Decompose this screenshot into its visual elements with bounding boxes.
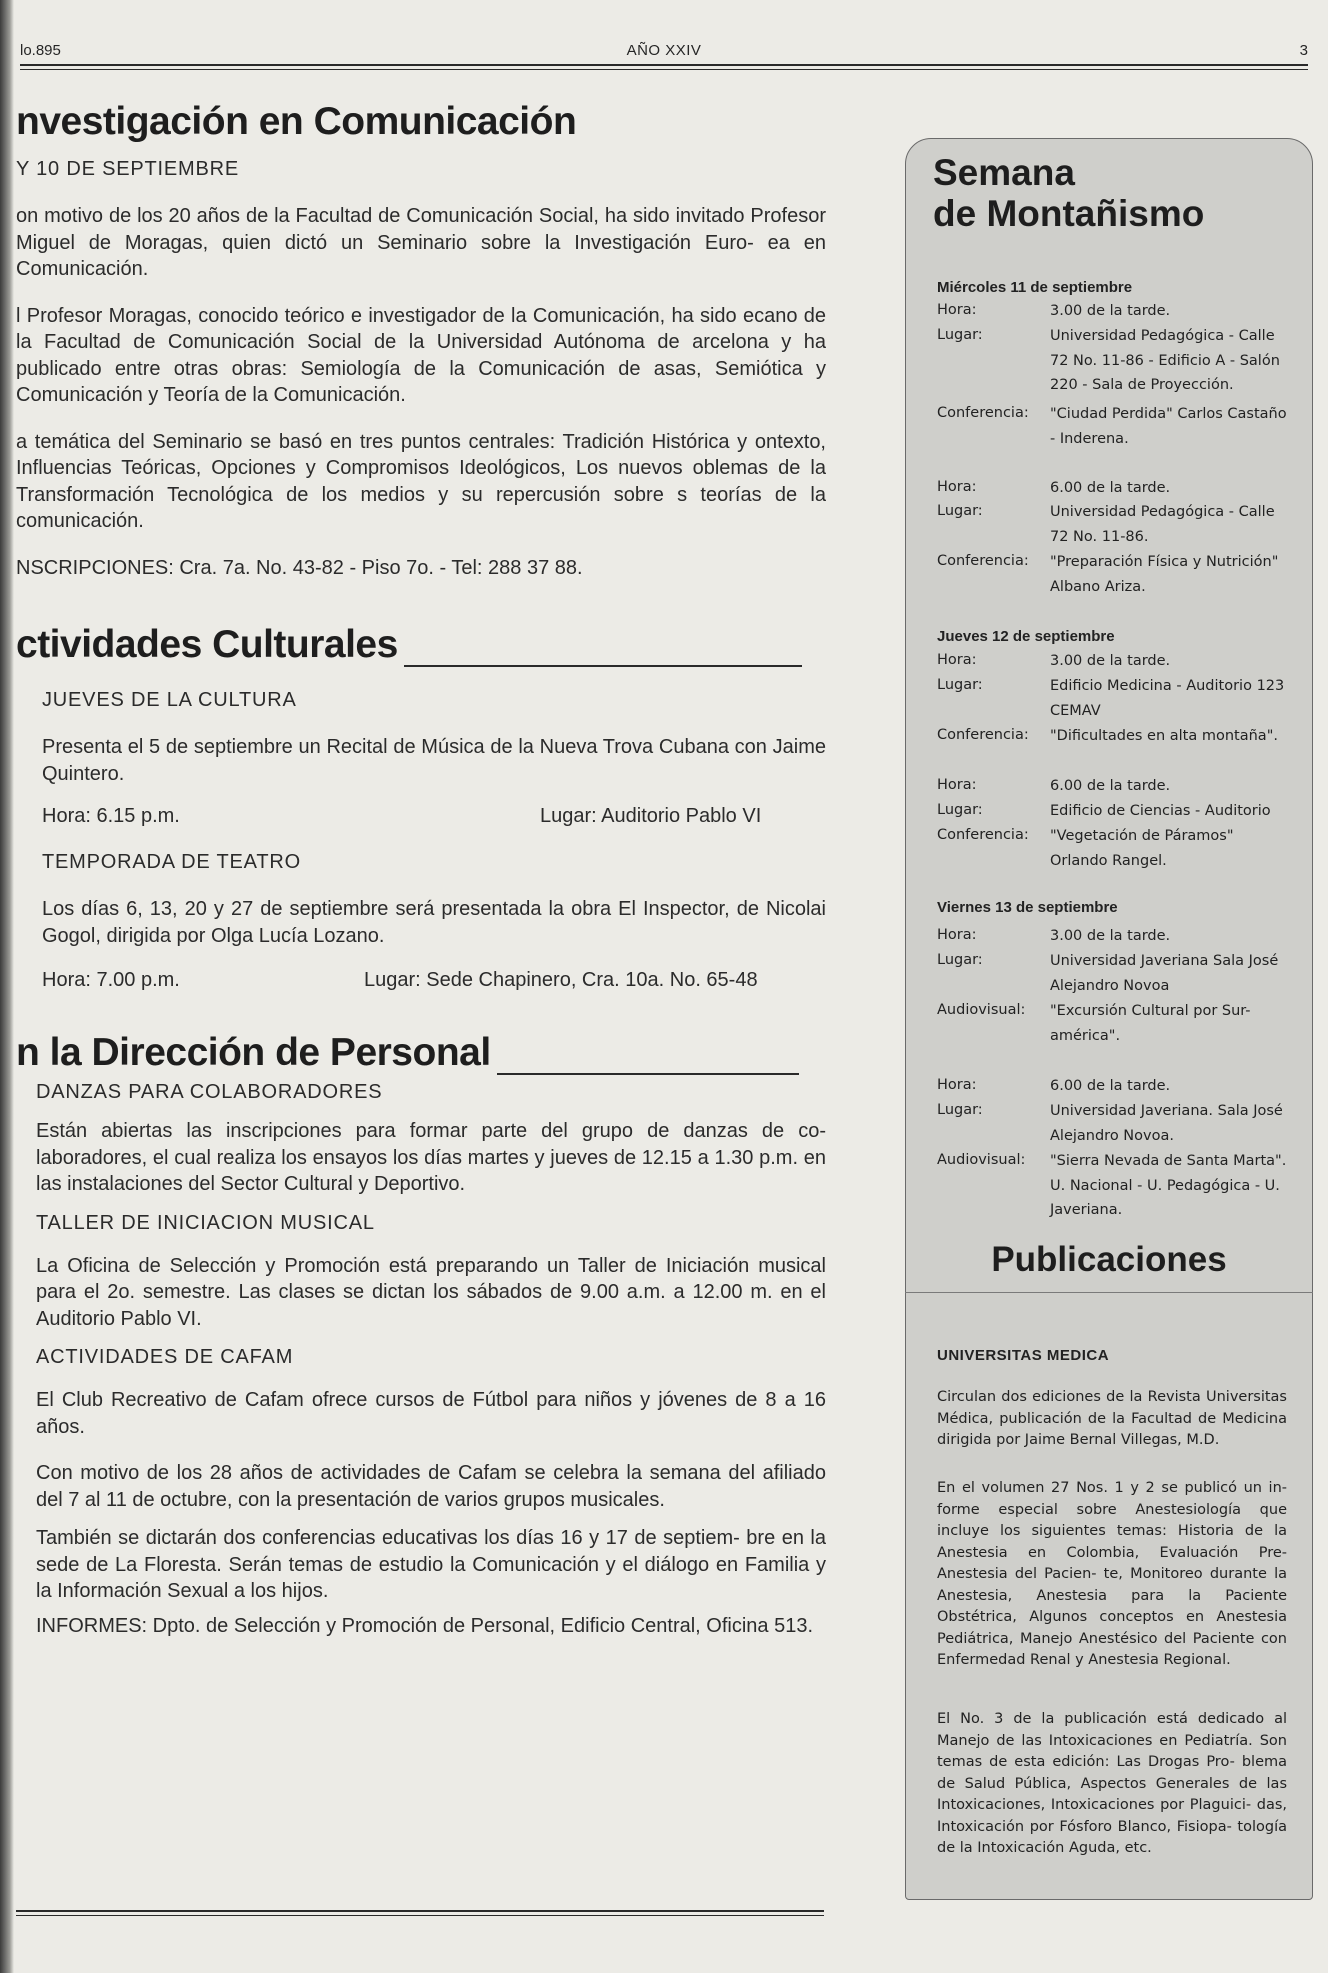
conferencia-value: "Dificultades en alta montaña". [1050, 728, 1278, 744]
taller-subtitle: TALLER DE INICIACION MUSICAL [36, 1211, 375, 1234]
year-label: AÑO XXIV [626, 42, 702, 59]
day-heading: Viernes 13 de septiembre [937, 899, 1118, 916]
hora-value: 3.00 de la tarde. [1050, 653, 1171, 669]
hora-label: Hora: [937, 652, 977, 668]
conferencia-label: Conferencia: [937, 405, 1029, 421]
inscripciones-line: NSCRIPCIONES: Cra. 7a. No. 43-82 - Piso 7o. - Tel: 288 37 88. [16, 556, 583, 579]
conferencia-label: Conferencia: [937, 727, 1029, 743]
hora-label: Hora: [937, 1077, 977, 1093]
personal-title [16, 1031, 826, 1075]
jueves-text: Presenta el 5 de septiembre un Recital de Música de la Nueva Trova Cubana con Jaime Quintero. [42, 736, 826, 785]
montanismo-title [933, 152, 1204, 234]
publicaciones-subtitle: UNIVERSITAS MEDICA [937, 1347, 1110, 1364]
hora-label: Hora: [937, 302, 977, 318]
culturales-title-text: ctividades Culturales [16, 623, 398, 666]
investigacion-date: Y 10 DE SEPTIEMBRE [16, 158, 239, 180]
cafam-text: El Club Recreativo de Cafam ofrece cursos de Fútbol para niños y jóvenes de 8 a 16 años. [36, 1389, 826, 1438]
jueves-hora: Hora: 6.15 p.m. [42, 805, 180, 827]
hora-label: Hora: [937, 927, 977, 943]
page-header [20, 42, 1308, 66]
lugar-value: Edificio de Ciencias - Auditorio [1050, 803, 1271, 819]
montanismo-title-line1: Semana [933, 152, 1075, 193]
teatro-subtitle: TEMPORADA DE TEATRO [42, 851, 301, 873]
lugar-label: Lugar: [937, 802, 983, 818]
lugar-label: Lugar: [937, 952, 983, 968]
lugar-label: Lugar: [937, 677, 983, 693]
investigacion-title: nvestigación en Comunicación [16, 100, 577, 143]
audiovisual-value: "Excursión Cultural por Sur- américa". [1050, 1003, 1251, 1044]
montanismo-title-line2: de Montañismo [933, 193, 1205, 234]
day-heading: Miércoles 11 de septiembre [937, 279, 1133, 296]
hora-value: 6.00 de la tarde. [1050, 778, 1171, 794]
hora-label: Hora: [937, 777, 977, 793]
teatro-text: Los días 6, 13, 20 y 27 de septiembre será presentada la obra El Inspector, de Nicolai Gogol, dirigida por Olga Lucía Lozano. [42, 898, 826, 947]
title-rule [404, 665, 802, 667]
teatro-hora: Hora: 7.00 p.m. [42, 969, 180, 991]
page-number: 3 [1299, 42, 1308, 59]
publicaciones-paragraph: El No. 3 de la publicación está dedicado al Manejo de las Intoxicaciones en Pediatría. Son temas de esta edición: Las Drogas Pro- blema de Salud Pública, Aspectos Generales de las Intoxicaciones, Intoxicaciones por Plaguici- das, Intoxicación por Fósforo Blanco, Fisiopa- tología de la Intoxicación Aguda, etc. [937, 1711, 1287, 1856]
investigacion-paragraph: on motivo de los 20 años de la Facultad de Comunicación Social, ha sido invitado Profesor Miguel de Moragas, quien dictó un Seminario sobre la Investigación Euro- ea en Comunicación. [16, 205, 826, 280]
informes-text: INFORMES: Dpto. de Selección y Promoción de Personal, Edificio Central, Oficina 513. [36, 1614, 814, 1637]
publicaciones-paragraph: En el volumen 27 Nos. 1 y 2 se publicó un in- forme especial sobre Anestesiología que incluye los siguientes temas: Historia de la Anestesia en Colombia, Evaluación Pre-Anestesia del Pacien- te, Monitoreo durante la Anestesia, Anestesia para la Paciente Obstétrica, Algunos conceptos en Anestesia Pediátrica, Manejo Anestésico del Paciente con Enfermedad Renal y Anestesia Regional. [937, 1480, 1287, 1668]
conferencia-value: "Ciudad Perdida" Carlos Castaño - Inderena. [1050, 406, 1287, 447]
header-rule [20, 64, 1308, 66]
cafam-subtitle: ACTIVIDADES DE CAFAM [36, 1346, 294, 1368]
danzas-subtitle: DANZAS PARA COLABORADORES [36, 1081, 383, 1103]
publicaciones-rule [905, 1292, 1313, 1293]
investigacion-paragraph: a temática del Seminario se basó en tres puntos centrales: Tradición Histórica y ontexto, Influencias Teóricas, Opciones y Compromisos Ideológicos, Los nuevos oblemas de la Transformación Tecnológica de los medios y su repercusión sobre s teorías de la comunicación. [16, 430, 826, 532]
jueves-info-row [42, 805, 826, 831]
lugar-label: Lugar: [937, 503, 983, 519]
lugar-value: Edificio Medicina - Auditorio 123 CEMAV [1050, 678, 1285, 719]
cafam-text: Con motivo de los 28 años de actividades de Cafam se celebra la semana del afiliado del 7 al 11 de octubre, con la presentación de varios grupos musicales. [36, 1462, 826, 1511]
lugar-value: Universidad Javeriana Sala José Alejandro Novoa [1050, 953, 1279, 994]
conferencia-value: "Preparación Física y Nutrición" Albano Ariza. [1050, 554, 1279, 595]
bottom-rule-thin [16, 1915, 824, 1916]
bottom-rule [16, 1910, 824, 1912]
day-heading: Jueves 12 de septiembre [937, 628, 1115, 645]
conferencia-label: Conferencia: [937, 553, 1029, 569]
page-edge-shadow [0, 0, 14, 1973]
teatro-info-row [42, 969, 826, 995]
lugar-value: Universidad Pedagógica - Calle 72 No. 11-86. [1050, 504, 1275, 545]
lugar-value: Universidad Pedagógica - Calle 72 No. 11-86 - Edificio A - Salón 220 - Sala de Proyección. [1050, 328, 1280, 393]
audiovisual-label: Audiovisual: [937, 1002, 1026, 1018]
lugar-label: Lugar: [937, 327, 983, 343]
header-rule-thin [20, 69, 1308, 70]
hora-value: 6.00 de la tarde. [1050, 480, 1171, 496]
investigacion-paragraph: l Profesor Moragas, conocido teórico e investigador de la Comunicación, ha sido ecano de la Facultad de Comunicación Social de la Universidad Autónoma de arcelona y ha publicado entre otras obras: Semiología de la Comunicación de asas, Semiótica y Comunicación y Teoría de la Comunicación. [16, 304, 826, 406]
lugar-label: Lugar: [937, 1102, 983, 1118]
audiovisual-value: "Sierra Nevada de Santa Marta". U. Nacional - U. Pedagógica - U. Javeriana. [1050, 1153, 1287, 1218]
cafam-text: También se dictarán dos conferencias educativas los días 16 y 17 de septiem- bre en la sede de La Floresta. Serán temas de estudio la Comunicación y el diálogo en Familia y la Información Sexual a los hijos. [36, 1527, 826, 1602]
publicaciones-paragraph: Circulan dos ediciones de la Revista Universitas Médica, publicación de la Facultad de Medicina dirigida por Jaime Bernal Villegas, M.D. [937, 1389, 1287, 1448]
teatro-lugar: Lugar: Sede Chapinero, Cra. 10a. No. 65-48 [364, 969, 758, 991]
main-column [16, 100, 826, 1639]
conferencia-value: "Vegetación de Páramos" Orlando Rangel. [1050, 828, 1234, 869]
lugar-value: Universidad Javeriana. Sala José Alejandro Novoa. [1050, 1103, 1283, 1144]
taller-text: La Oficina de Selección y Promoción está preparando un Taller de Iniciación musical para el 2o. semestre. Las clases se dictan los sábados de 9.00 a.m. a 12.00 m. en el Auditorio Pablo VI. [36, 1254, 826, 1330]
jueves-subtitle: JUEVES DE LA CULTURA [42, 689, 297, 711]
hora-label: Hora: [937, 479, 977, 495]
publicaciones-title: Publicaciones [991, 1240, 1227, 1279]
culturales-title [16, 623, 826, 667]
title-rule [497, 1073, 799, 1075]
issue-number: lo.895 [20, 42, 61, 59]
hora-value: 3.00 de la tarde. [1050, 303, 1171, 319]
jueves-lugar: Lugar: Auditorio Pablo VI [540, 805, 762, 827]
audiovisual-label: Audiovisual: [937, 1152, 1026, 1168]
hora-value: 3.00 de la tarde. [1050, 928, 1171, 944]
conferencia-label: Conferencia: [937, 827, 1029, 843]
danzas-text: Están abiertas las inscripciones para formar parte del grupo de danzas de co- laboradores, el cual realiza los ensayos los días martes y jueves de 12.15 a 1.30 p.m. en las instalaciones del Sector Cultural y Deportivo. [36, 1120, 826, 1195]
hora-value: 6.00 de la tarde. [1050, 1078, 1171, 1094]
personal-title-text: n la Dirección de Personal [16, 1031, 491, 1074]
